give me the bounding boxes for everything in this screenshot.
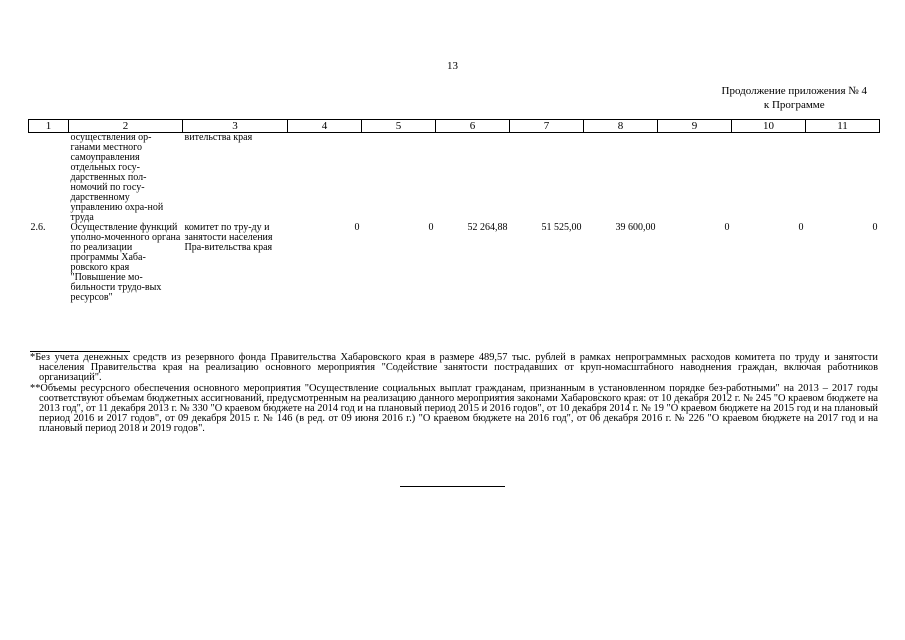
column-header-1: 1: [29, 120, 69, 133]
cell-col-5: 0: [428, 222, 434, 233]
end-of-document-rule: [400, 486, 505, 487]
cell-col-8: 39 600,00: [615, 222, 656, 233]
footnotes: [30, 353, 878, 434]
cell-index: [29, 133, 69, 224]
column-header-8: 8: [584, 120, 658, 133]
column-header-5: 5: [362, 120, 436, 133]
table-row-continued: [29, 133, 880, 224]
cell-col-7: 51 525,00: [541, 222, 582, 233]
continuation-line-1: Продолжение приложения № 4: [721, 85, 867, 97]
column-header-2: 2: [69, 120, 183, 133]
appendix-continuation-header: [722, 84, 867, 112]
column-header-4: 4: [288, 120, 362, 133]
footnote-2: **Объемы ресурсного обеспечения основного мероприятия "Осуществление социальных выплат гражданам, признанным в установленном порядке без-работными" на 2013 – 2017 годы соответствуют объемам бюджетных ассигнований, предусмотренным на реализацию данного мероприятия законами Хабаровского края: от 10 декабря 2012 г. № 245 "О краевом бюджете на 2013 год", от 11 декабря 2013 г. № 330 "О краевом бюджете на 2014 год и на плановый период 2015 и 2016 годов", от 10 декабря 2014 г. № 19 "О краевом бюджете на 2015 год и на плановый период 2016 и 2017 годов", от 09 декабря 2015 г. № 146 (в ред. от 09 июня 2016 г.) "О краевом бюджете на 2016 год", от 06 декабря 2016 г. № 226 "О краевом бюджете на 2017 год и на плановый период 2018 и 2019 годов".: [30, 383, 878, 434]
cell-col-4: 0: [354, 222, 360, 233]
cell-col-10: 0: [798, 222, 804, 233]
cell-index: 2.6.: [30, 222, 46, 233]
continuation-line-2: к Программе: [763, 99, 825, 111]
column-header-7: 7: [510, 120, 584, 133]
table-row-2-6: [29, 223, 880, 303]
column-header-9: 9: [658, 120, 732, 133]
table-header-row: [29, 120, 880, 133]
cell-measure-name: осуществления ор-ганами местного самоуправления отдельных госу-дарственных пол-номочий по госу-дарственному управлению охра-ной труда: [70, 132, 164, 223]
column-header-10: 10: [732, 120, 806, 133]
cell-executor: комитет по тру-ду и занятости населения Пра-вительства края: [184, 222, 273, 253]
column-header-11: 11: [806, 120, 880, 133]
footnote-1: *Без учета денежных средств из резервного фонда Правительства Хабаровского края в размере 489,57 тыс. рублей в рамках непрограммных расходов комитета по труду и занятости населения Правительства края на реализацию основного мероприятия "Содействие занятости пострадавших от круп-номасштабного наводнения граждан, включая работников организаций".: [30, 352, 878, 383]
column-header-6: 6: [436, 120, 510, 133]
cell-col-9: 0: [724, 222, 730, 233]
program-resources-table: [28, 119, 880, 303]
cell-col-11: 0: [872, 222, 878, 233]
column-header-3: 3: [183, 120, 288, 133]
cell-measure-name: Осуществление функций уполно-моченного органа по реализации программы Хаба-ровского края "Повышение мо-бильности трудо-вых ресурсов": [70, 222, 181, 303]
page-number: 13: [447, 60, 458, 72]
cell-executor: вительства края: [184, 132, 253, 143]
cell-col-6: 52 264,88: [467, 222, 508, 233]
